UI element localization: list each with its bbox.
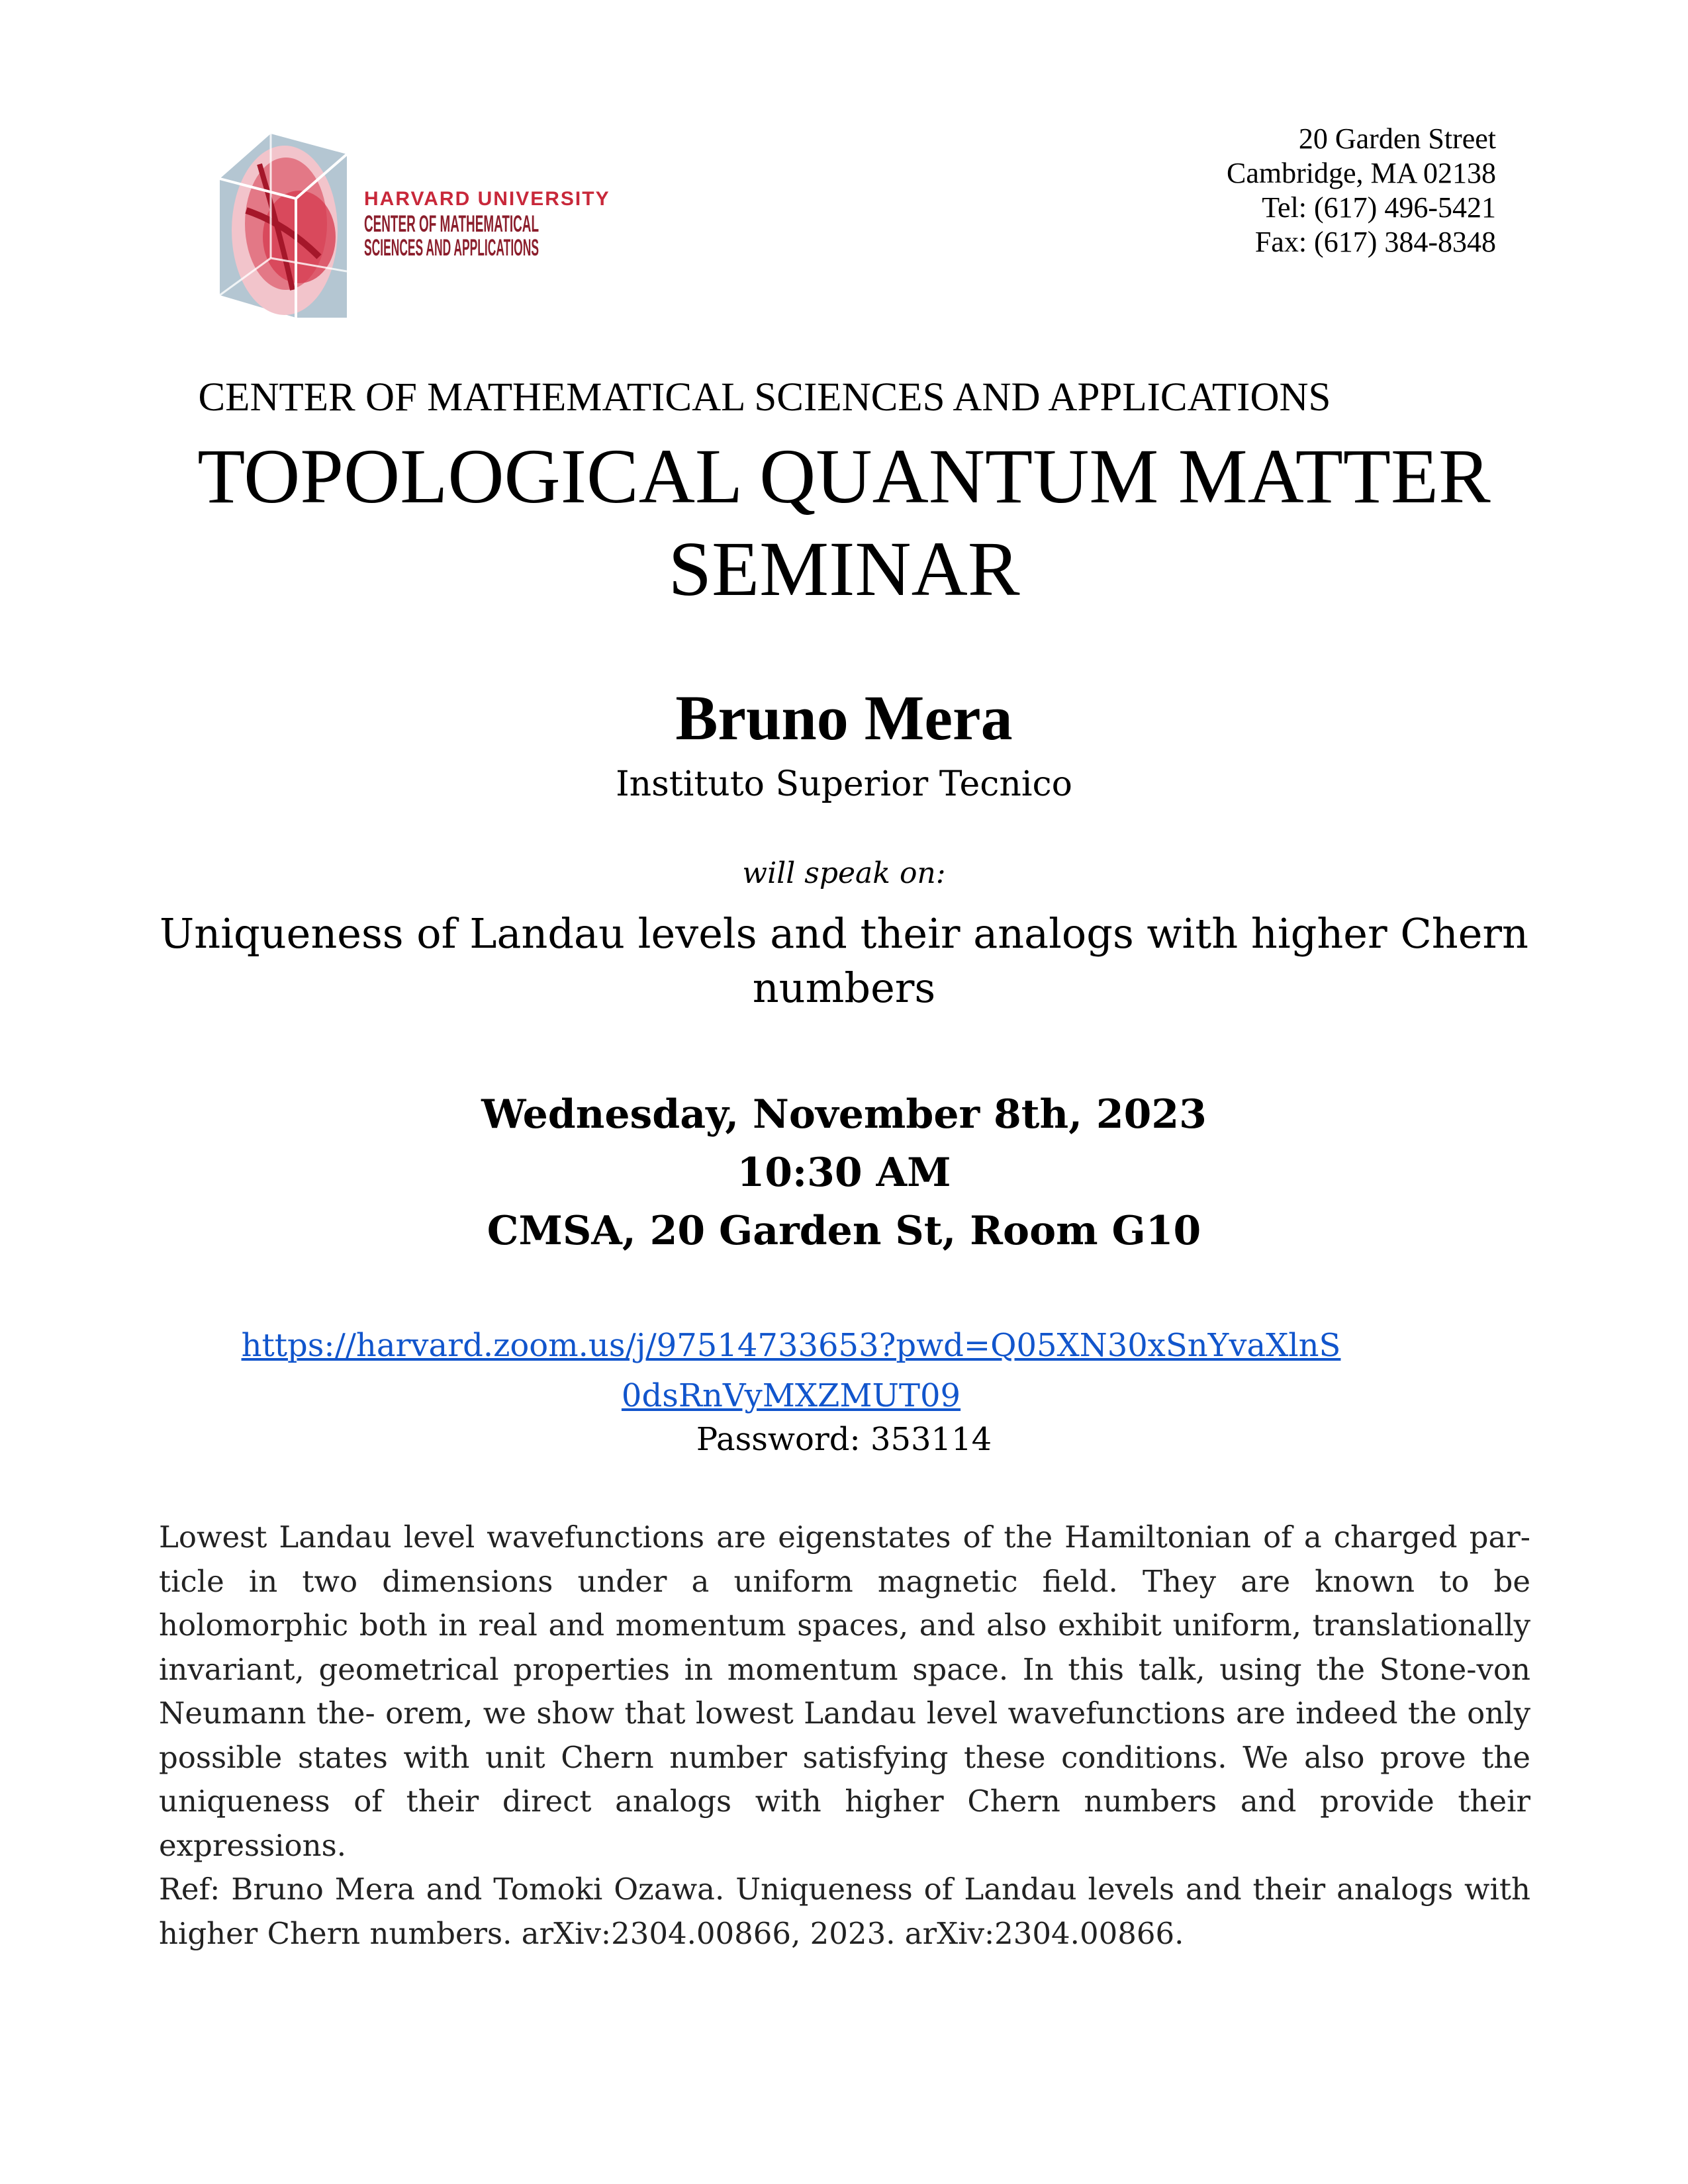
logo-line-1: HARVARD UNIVERSITY	[364, 188, 610, 210]
event-details	[0, 1085, 1688, 1260]
cmsa-logo	[207, 124, 643, 323]
logo-line-2: CENTER OF MATHEMATICAL	[364, 211, 539, 237]
abstract-body: Lowest Landau level wavefunctions are eigenstates of the Hamiltonian of a charged par- ticle in two dimensions under a uniform magnetic field. They are known to be holomorphic both in real and momentum spaces, and also exhibit uniform, translationally invariant, geometrical properties in momentum space. In this talk, using the Stone-von Neumann the- orem, we show that lowest Landau level wavefunctions are indeed the only possible states with unit Chern number satisfying these conditions. We also prove the uniqueness of their direct analogs with higher Chern numbers and provide their expressions.	[159, 1520, 1530, 1863]
logo-line-3: SCIENCES AND APPLICATIONS	[364, 235, 539, 261]
zoom-link[interactable]: https://harvard.zoom.us/j/97514733653?pwd=Q05XN30xSnYvaXlnS0dsRnVyMXZMUT09	[241, 1327, 1341, 1414]
logo-cube-icon	[220, 134, 347, 318]
address-tel: Tel: (617) 496-5421	[1262, 191, 1496, 224]
address-street: 20 Garden Street	[1298, 122, 1496, 155]
address-fax: Fax: (617) 384-8348	[1254, 226, 1496, 258]
zoom-password: Password: 353114	[696, 1421, 992, 1458]
seminar-title-line-1: TOPOLOGICAL QUANTUM MATTER	[197, 433, 1491, 520]
event-location: CMSA, 20 Garden St, Room G10	[487, 1208, 1201, 1254]
zoom-link-block	[0, 1320, 1688, 1421]
seminar-title-line-2: SEMINAR	[668, 525, 1020, 612]
speaker-name: Bruno Mera	[675, 682, 1013, 753]
talk-intro: will speak on:	[742, 856, 946, 890]
talk-title: Uniqueness of Landau levels and their analogs with higher Chern numbers	[160, 909, 1528, 1012]
address-city: Cambridge, MA 02138	[1227, 157, 1496, 189]
event-time: 10:30 AM	[737, 1150, 951, 1196]
seminar-title	[0, 430, 1688, 615]
abstract-reference: Ref: Bruno Mera and Tomoki Ozawa. Uniqueness of Landau levels and their analogs with higher Chern numbers. arXiv:2304.00866, 2023. arXiv:2304.00866.	[159, 1872, 1530, 1951]
org-heading: CENTER OF MATHEMATICAL SCIENCES AND APPLICATIONS	[198, 375, 1331, 420]
event-date: Wednesday, November 8th, 2023	[481, 1091, 1207, 1138]
speaker-affiliation: Instituto Superior Tecnico	[616, 764, 1072, 804]
address-block	[1227, 122, 1496, 259]
abstract	[159, 1516, 1530, 1956]
